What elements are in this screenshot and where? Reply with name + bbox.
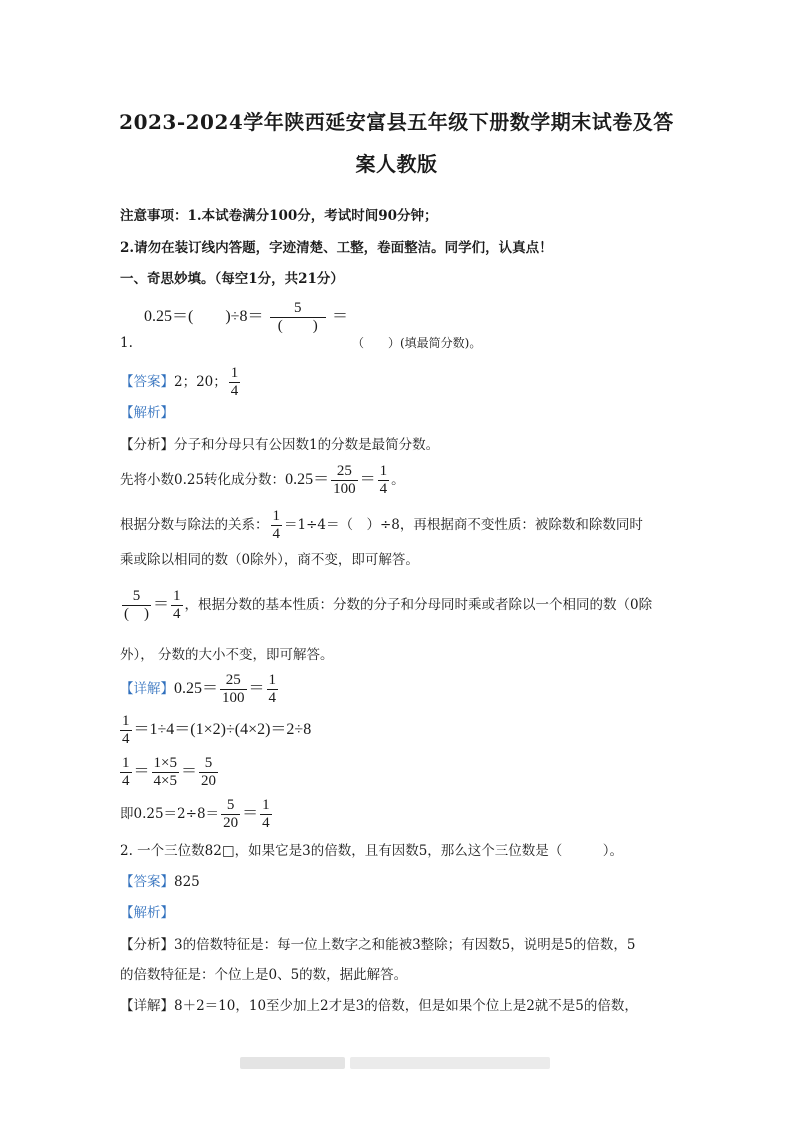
q1-detail-2: $\frac{1}{4}$ ＝1÷4＝(1×2)÷(4×2)＝2÷8 bbox=[122, 713, 312, 747]
q2-answer: 【答案】825 bbox=[120, 874, 200, 890]
question-1-tail: （ ）(填最简分数)。 bbox=[352, 336, 482, 350]
q1-fenxi: 【分析】分子和分母只有公因数1的分数是最简分数。 bbox=[120, 437, 440, 453]
q1-answer: 【答案】2；20； $\frac{1}{4}$ bbox=[120, 365, 239, 399]
q1-step-3b: 外）， 分数的大小不变，即可解答。 bbox=[120, 647, 334, 663]
exam-page: 2023-2024学年陕西延安富县五年级下册数学期末试卷及答 案人教版 注意事项：1.本试卷满分100分，考试时间90分钟； 2.请勿在装订线内答题，字迹清楚、工整，卷面整洁。同学们，认真点！ 一、奇思妙填。（每空1分，共21分） 1. 0.25＝( )÷8＝ $\frac{5}{( )}$ ＝ （ ）(填最简分数)。 【答案】2；20； $\frac{1}{4}$ 【解析】 【分析】分子和分母只有公因数1的分数是最简分数。 先将小数0.25转化成分数：0.25＝ $\frac{25}{100}$ ＝ $\frac{1}{4}$ 。 根据分数与除法的关系： $\frac{1}{4}$ ＝1÷4＝（ ）÷8，再根据商不变性质：被除数和除数同时 乘或除以相同的数（0除外），商不变，即可解答。 $\frac{5}{( )}$ ＝ $\frac{1}{4}$ ，根据分数的基本性质：分数的分子和分母同时乘或者除以一个相同的数（0除 外）， 分数的大小不变，即可解答。 【详解】0.25＝ $\frac{25}{100}$ ＝ $\frac{1}{4}$ $\frac{1}{4}$ ＝1÷4＝(1×2)÷(4×2)＝2÷8 $\frac{1}{4}$ ＝ $\frac{1\times 5}{4\times 5}$ ＝ $\frac{5}{20}$ 即0.25＝2÷8＝ $\frac{5}{20}$ ＝ $\frac{1}{4}$ 2. 一个三位数82□，如果它是3的倍数，且有因数5，那么这个三位数是（ ）。 【答案】825 【解析】 【分析】3的倍数特征是：每一位上数字之和能被3整除；有因数5，说明是5的倍数，5 的倍数特征是：个位上是0、5的数，据此解答。 【详解】8＋2＝10，10至少加上2才是3的倍数，但是如果个位上是2就不是5的倍数， bbox=[0, 0, 793, 1122]
title-line-2: 案人教版 bbox=[355, 152, 438, 176]
footer-watermark bbox=[350, 1057, 550, 1069]
q2-detail: 【详解】8＋2＝10，10至少加上2才是3的倍数，但是如果个位上是2就不是5的倍数， bbox=[120, 998, 638, 1014]
notice-2: 2.请勿在装订线内答题，字迹清楚、工整，卷面整洁。同学们，认真点！ bbox=[120, 240, 553, 256]
answer-tag: 【答案】 bbox=[120, 374, 174, 390]
question-1-fraction: $\frac{5}{( )}$ bbox=[270, 300, 326, 335]
title-line-1: 2023-2024学年陕西延安富县五年级下册数学期末试卷及答 bbox=[119, 110, 674, 134]
q1-step-1: 先将小数0.25转化成分数：0.25＝ $\frac{25}{100}$ ＝ $\frac{1}{4}$ 。 bbox=[120, 463, 405, 497]
q1-detail-3: $\frac{1}{4}$ ＝ $\frac{1\times 5}{4\times 5}$ ＝ $\frac{5}{20}$ bbox=[122, 755, 216, 789]
q2-analysis-tag: 【解析】 bbox=[120, 905, 174, 921]
section-1-heading: 一、奇思妙填。（每空1分，共21分） bbox=[120, 271, 344, 287]
q1-answer-fraction: $\frac{1}{4}$ bbox=[230, 365, 239, 399]
q1-step-2: 根据分数与除法的关系： $\frac{1}{4}$ ＝1÷4＝（ ）÷8，再根据商不变性质：被除数和除数同时 bbox=[120, 508, 643, 542]
q1-detail-1: 【详解】0.25＝ $\frac{25}{100}$ ＝ $\frac{1}{4}$ bbox=[120, 672, 277, 706]
q1-analysis-tag: 【解析】 bbox=[120, 405, 174, 421]
q1-step-3: $\frac{5}{( )}$ ＝ $\frac{1}{4}$ ，根据分数的基本性质：分数的分子和分母同时乘或者除以一个相同的数（0除 bbox=[124, 588, 653, 622]
q1-step-2b: 乘或除以相同的数（0除外），商不变，即可解答。 bbox=[120, 552, 419, 568]
notice-1: 注意事项：1.本试卷满分100分，考试时间90分钟； bbox=[120, 208, 438, 224]
question-2: 2. 一个三位数82□，如果它是3的倍数，且有因数5，那么这个三位数是（ ）。 bbox=[120, 843, 624, 859]
q1-detail-4: 即0.25＝2÷8＝ $\frac{5}{20}$ ＝ $\frac{1}{4}$ bbox=[120, 797, 270, 831]
footer-watermark bbox=[240, 1057, 345, 1069]
q2-fenxi-b: 的倍数特征是：个位上是0、5的数，据此解答。 bbox=[120, 967, 408, 983]
question-1-expr: 0.25＝( )÷8＝ bbox=[144, 308, 264, 325]
question-1-number: 1. bbox=[120, 335, 133, 351]
q2-fenxi-a: 【分析】3的倍数特征是：每一位上数字之和能被3整除；有因数5，说明是5的倍数，5 bbox=[120, 937, 636, 953]
